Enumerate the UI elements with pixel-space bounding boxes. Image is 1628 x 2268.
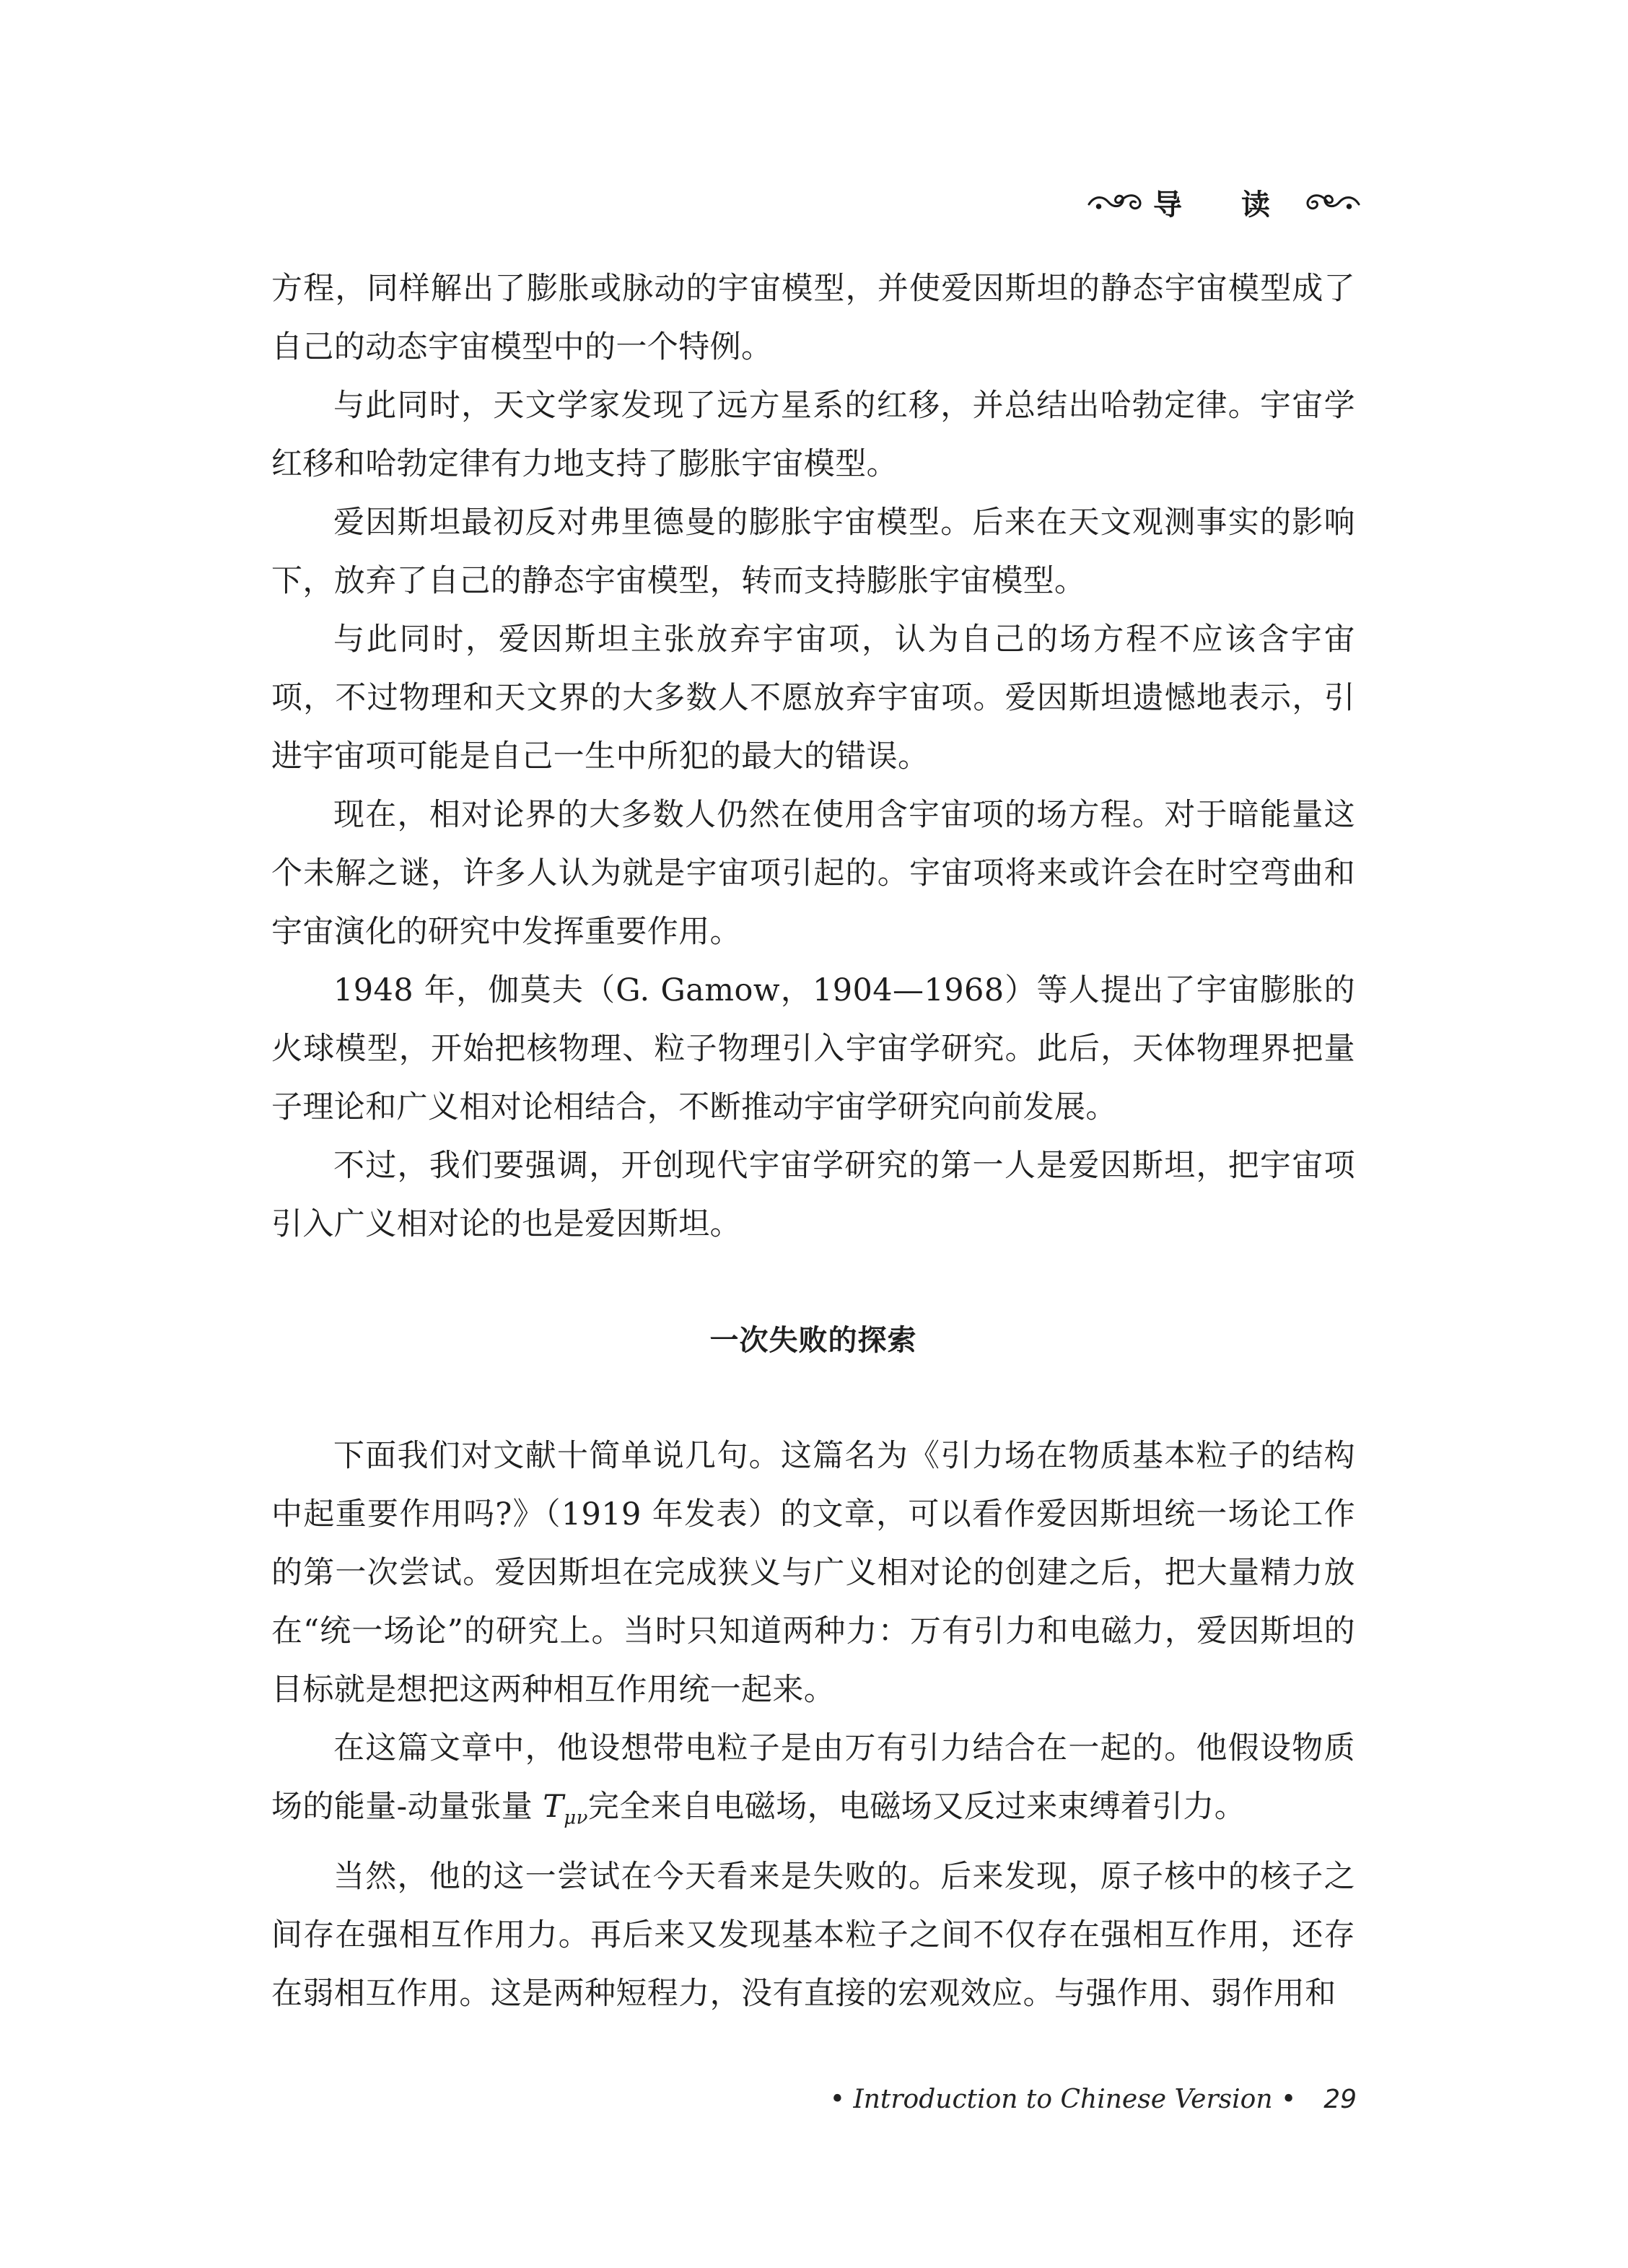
scroll-ornament-left-icon (1087, 186, 1143, 218)
paragraph: 爱因斯坦最初反对弗里德曼的膨胀宇宙模型。后来在天文观测事实的影响下，放弃了自己的静态宇宙模型，转而支持膨胀宇宙模型。 (271, 505, 1355, 599)
paragraph: 与此同时，爱因斯坦主张放弃宇宙项，认为自己的场方程不应该含宇宙项，不过物理和天文界的大多数人不愿放弃宇宙项。爱因斯坦遗憾地表示，引进宇宙项可能是自己一生中所犯的最大的错误。 (271, 621, 1355, 775)
paragraph: 当然，他的这一尝试在今天看来是失败的。后来发现，原子核中的核子之间存在强相互作用力。再后来又发现基本粒子之间不仅存在强相互作用，还存在弱相互作用。这是两种短程力，没有直接的宏观效应。与强作用、弱作用和 (271, 1858, 1355, 2012)
paragraph: 与此同时，天文学家发现了远方星系的红移，并总结出哈勃定律。宇宙学红移和哈勃定律有力地支持了膨胀宇宙模型。 (271, 388, 1355, 482)
footer-book-title: • Introduction to Chinese Version • (829, 2084, 1297, 2114)
running-footer (829, 2077, 1357, 2121)
paragraph-text-before: 在这篇文章中，他设想带电粒子是由万有引力结合在一起的。他假设物质场的能量-动量张量 (271, 1730, 1355, 1825)
running-header (1087, 176, 1361, 228)
paragraph: 1948 年，伽莫夫（G. Gamow，1904—1968）等人提出了宇宙膨胀的火球模型，开始把核物理、粒子物理引入宇宙学研究。此后，天体物理界把量子理论和广义相对论相结合，不断推动宇宙学研究向前发展。 (271, 972, 1355, 1125)
section-heading: 一次失败的探索 (709, 1324, 917, 1357)
tensor-symbol (543, 1789, 588, 1829)
page-body (271, 260, 1355, 2023)
paragraph-with-tensor (271, 1719, 1355, 1848)
tensor-letter: T (543, 1789, 564, 1825)
page-number: 29 (1323, 2084, 1357, 2114)
tensor-subscript: μν (564, 1807, 588, 1829)
scroll-ornament-right-icon (1305, 186, 1361, 218)
paragraph-text-after: 完全来自电磁场，电磁场又反过来束缚着引力。 (587, 1789, 1246, 1825)
paragraph: 不过，我们要强调，开创现代宇宙学研究的第一人是爱因斯坦，把宇宙项引入广义相对论的也是爱因斯坦。 (271, 1148, 1355, 1242)
running-header-title: 导 读 (1153, 188, 1295, 222)
paragraph: 下面我们对文献十简单说几句。这篇名为《引力场在物质基本粒子的结构中起重要作用吗?》（1919 年发表）的文章，可以看作爱因斯坦统一场论工作的第一次尝试。爱因斯坦在完成狭义与广义相对论的创建之后，把大量精力放在“统一场论”的研究上。当时只知道两种力：万有引力和电磁力，爱因斯坦的目标就是想把这两种相互作用统一起来。 (271, 1438, 1355, 1708)
paragraph: 方程，同样解出了膨胀或脉动的宇宙模型，并使爱因斯坦的静态宇宙模型成了自己的动态宇宙模型中的一个特例。 (271, 271, 1355, 365)
paragraph: 现在，相对论界的大多数人仍然在使用含宇宙项的场方程。对于暗能量这个未解之谜，许多人认为就是宇宙项引起的。宇宙项将来或许会在时空弯曲和宇宙演化的研究中发挥重要作用。 (271, 797, 1355, 950)
